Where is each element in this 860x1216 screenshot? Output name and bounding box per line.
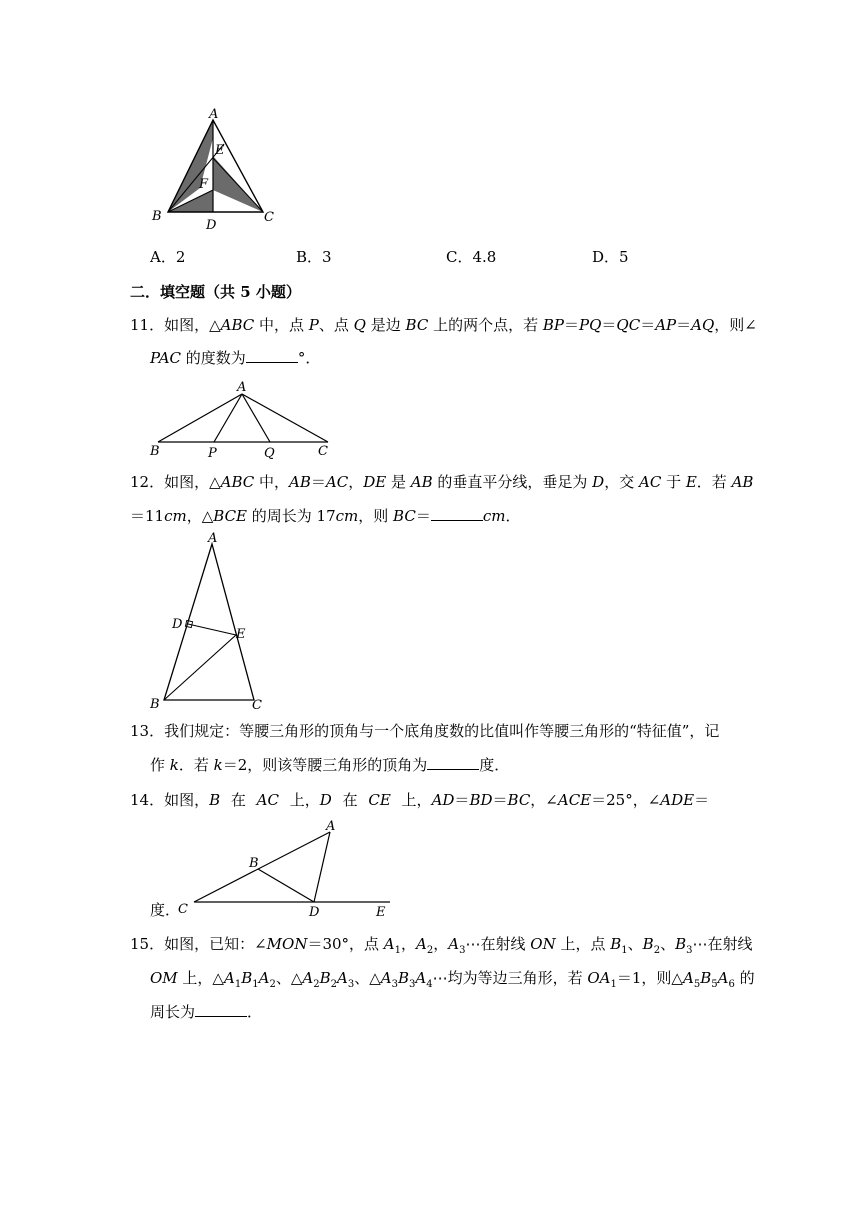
text-fragment: BC <box>507 791 531 809</box>
text-fragment: B <box>642 935 654 953</box>
text-fragment: 、△ <box>275 969 303 987</box>
q10-option-b[interactable]: B．3 <box>296 248 332 266</box>
text-fragment: A <box>336 969 348 987</box>
text-fragment: 、 <box>627 935 643 953</box>
text-fragment: BC <box>405 316 429 334</box>
q11-figure <box>146 378 346 460</box>
text-fragment: A <box>717 969 729 987</box>
text-fragment: 11．如图，△ <box>130 316 221 334</box>
text-fragment: A <box>223 969 235 987</box>
q12-label-d: D <box>172 617 183 632</box>
q10-option-a[interactable]: A．2 <box>150 248 186 266</box>
q12-line2 <box>130 506 520 526</box>
q14-label-c: C <box>178 902 188 917</box>
text-fragment: 的垂直平分线，垂足为 <box>432 473 593 491</box>
q14-label-e: E <box>376 905 386 920</box>
text-fragment: B <box>319 969 331 987</box>
text-fragment: Q <box>353 316 366 334</box>
q14-label-b: B <box>249 856 259 871</box>
text-fragment: AD <box>431 791 455 809</box>
text-fragment: ．若 <box>696 473 732 491</box>
q11-label-p: P <box>208 446 217 460</box>
text-fragment: 上，点 <box>555 935 611 953</box>
text-fragment: ＝ <box>676 316 692 334</box>
q11-line1 <box>130 315 757 335</box>
text-fragment: D <box>592 473 605 491</box>
text-fragment: BC <box>393 507 416 525</box>
text-fragment: 3 <box>459 945 466 956</box>
q10-option-c[interactable]: C．4.8 <box>446 248 497 266</box>
q15-line1 <box>130 934 753 961</box>
q13-answer-blank[interactable] <box>427 755 479 770</box>
text-fragment: E <box>685 473 697 491</box>
text-fragment: 3 <box>391 979 398 990</box>
text-fragment: ON <box>530 935 556 953</box>
text-fragment: 1 <box>252 979 259 990</box>
text-fragment: 3 <box>347 979 355 990</box>
text-fragment: B <box>241 969 253 987</box>
text-fragment: ABC <box>220 316 255 334</box>
text-fragment: 3 <box>686 945 693 956</box>
q14-label-a: A <box>326 819 336 834</box>
text-fragment: P <box>308 316 319 334</box>
text-fragment: ＝ <box>492 791 508 809</box>
text-fragment: ⋯在射线 <box>465 935 531 953</box>
text-fragment: OA <box>587 969 611 987</box>
text-fragment: ＝ <box>415 507 431 525</box>
text-fragment: ，交 <box>604 473 639 491</box>
text-fragment: ， <box>433 935 449 953</box>
text-fragment: PQ <box>579 316 602 334</box>
text-fragment: 1 <box>610 979 617 990</box>
text-fragment: AB <box>410 473 433 491</box>
text-fragment: 2 <box>426 945 434 956</box>
q12-figure <box>146 530 286 712</box>
text-fragment: A <box>302 969 314 987</box>
text-fragment: BCE <box>213 507 247 525</box>
text-fragment: AB <box>289 473 311 491</box>
text-fragment: AC <box>325 473 349 491</box>
text-fragment: B <box>675 935 687 953</box>
text-fragment: ＝25°，∠ <box>591 791 661 809</box>
text-fragment: 3 <box>409 979 416 990</box>
text-fragment: 在 <box>331 791 369 809</box>
q10-label-f: F <box>199 177 209 192</box>
text-fragment: A <box>258 969 270 987</box>
q11-label-q: Q <box>264 446 275 460</box>
q12-label-c: C <box>252 698 262 712</box>
text-fragment: 的 <box>734 969 755 987</box>
text-fragment: 、 <box>660 935 676 953</box>
text-fragment: ＝ <box>640 316 656 334</box>
text-fragment: 在 <box>220 791 257 809</box>
text-fragment: A <box>416 935 427 953</box>
text-fragment: ，∠ <box>530 791 558 809</box>
text-fragment: AP <box>655 316 677 334</box>
text-fragment: ， <box>348 473 364 491</box>
q14-figure <box>168 816 400 920</box>
q12-label-e: E <box>236 627 246 642</box>
q10-option-d[interactable]: D．5 <box>592 248 629 266</box>
text-fragment: ，△ <box>186 507 214 525</box>
text-fragment: 上， <box>390 791 432 809</box>
text-fragment: ＝2，则该等腰三角形的顶角为 <box>222 756 428 774</box>
text-fragment: 2 <box>330 979 337 990</box>
text-fragment: 、△ <box>354 969 381 987</box>
q11-label-c: C <box>318 444 328 459</box>
text-fragment: 4 <box>426 979 433 990</box>
text-fragment: 是 <box>386 473 411 491</box>
text-fragment: 12．如图，△ <box>130 473 221 491</box>
q10-label-d: D <box>206 218 217 233</box>
q10-figure <box>140 108 290 233</box>
text-fragment: 15．如图，已知：∠ <box>130 935 267 953</box>
text-fragment: OM <box>150 969 178 987</box>
text-fragment: ＝ <box>310 473 326 491</box>
text-fragment: BD <box>469 791 493 809</box>
text-fragment: 作 <box>150 756 170 774</box>
text-fragment: ＝ <box>563 316 579 334</box>
text-fragment: ABC <box>220 473 255 491</box>
q10-label-e: E <box>215 143 225 158</box>
q12-label-a: A <box>208 531 218 546</box>
text-fragment: A <box>682 969 694 987</box>
q11-line2 <box>150 348 320 368</box>
text-fragment: 1 <box>621 945 628 956</box>
q15-answer-blank[interactable] <box>195 1002 247 1017</box>
q10-label-b: B <box>152 209 162 224</box>
text-fragment: ， <box>401 935 417 953</box>
text-fragment: ＝ <box>601 316 617 334</box>
text-fragment: cm <box>164 507 187 525</box>
q11-answer-blank[interactable] <box>246 348 298 363</box>
text-fragment: ⋯均为等边三角形，若 <box>432 969 588 987</box>
text-fragment: B <box>610 935 622 953</box>
text-fragment: AB <box>731 473 754 491</box>
text-fragment: A <box>380 969 392 987</box>
text-fragment: ＝30°，点 <box>307 935 384 953</box>
text-fragment: 2 <box>653 945 661 956</box>
q15-line2 <box>150 968 755 995</box>
q10-label-c: C <box>264 210 274 225</box>
text-fragment: cm <box>335 507 359 525</box>
text-fragment: A <box>415 969 427 987</box>
text-fragment: MON <box>266 935 308 953</box>
text-fragment: QC <box>616 316 641 334</box>
text-fragment: 中，点 <box>254 316 309 334</box>
text-fragment: 、点 <box>318 316 354 334</box>
text-fragment: 度． <box>479 756 510 774</box>
text-fragment: 2 <box>313 979 320 990</box>
text-fragment: °． <box>297 349 321 367</box>
text-fragment: ACE <box>557 791 592 809</box>
text-fragment: D <box>319 791 332 809</box>
text-fragment: PAC <box>150 349 182 367</box>
text-fragment: B <box>209 791 221 809</box>
text-fragment: 1 <box>234 979 242 990</box>
text-fragment: 1 <box>394 945 402 956</box>
text-fragment: 上， <box>278 791 320 809</box>
q14-line1 <box>130 790 709 810</box>
text-fragment: 的度数为 <box>181 349 246 367</box>
text-fragment: ＝1，则△ <box>616 969 683 987</box>
text-fragment: DE <box>363 473 387 491</box>
text-fragment: 14．如图， <box>130 791 210 809</box>
text-fragment: k <box>213 756 223 774</box>
q11-label-b: B <box>150 444 160 459</box>
text-fragment: 5 <box>693 979 701 990</box>
text-fragment: 2 <box>269 979 276 990</box>
q12-label-b: B <box>150 697 160 712</box>
text-fragment: ． <box>247 1003 263 1021</box>
q12-answer-blank[interactable] <box>431 506 483 521</box>
q13-line1: 13．我们规定：等腰三角形的顶角与一个底角度数的比值叫作等腰三角形的“特征值”，记 <box>130 722 720 740</box>
q15-line3 <box>150 1002 262 1022</box>
text-fragment: 上的两个点，若 <box>428 316 543 334</box>
text-fragment: AC <box>256 791 279 809</box>
text-fragment: 于 <box>661 473 686 491</box>
text-fragment: ⋯在射线 <box>692 935 753 953</box>
text-fragment: 周长为 <box>150 1003 196 1021</box>
text-fragment: B <box>700 969 712 987</box>
text-fragment: cm <box>482 507 506 525</box>
text-fragment: 5 <box>711 979 718 990</box>
text-fragment: ．若 <box>178 756 214 774</box>
text-fragment: ＝11 <box>130 507 165 525</box>
text-fragment: ，则∠ <box>714 316 757 334</box>
text-fragment: k <box>169 756 179 774</box>
text-fragment: ． <box>505 507 521 525</box>
text-fragment: ＝ <box>454 791 470 809</box>
text-fragment: ，则 <box>358 507 394 525</box>
text-fragment: A <box>383 935 395 953</box>
text-fragment: B <box>397 969 409 987</box>
text-fragment: 的周长为 17 <box>247 507 336 525</box>
text-fragment: 是边 <box>365 316 406 334</box>
q10-label-a: A <box>209 108 219 122</box>
q14-line2: 度． <box>150 901 181 919</box>
text-fragment: 6 <box>728 979 735 990</box>
text-fragment: CE <box>368 791 391 809</box>
text-fragment: 上，△ <box>177 969 224 987</box>
q14-label-d: D <box>309 905 320 920</box>
q13-line2 <box>150 755 509 775</box>
text-fragment: ＝ <box>694 791 710 809</box>
q12-line1 <box>130 472 753 492</box>
text-fragment: 中， <box>254 473 290 491</box>
q11-label-a: A <box>237 380 247 395</box>
text-fragment: ADE <box>660 791 695 809</box>
text-fragment: AC <box>638 473 662 491</box>
text-fragment: A <box>448 935 460 953</box>
section-title: 二．填空题（共 5 小题） <box>130 283 301 301</box>
text-fragment: BP <box>542 316 564 334</box>
text-fragment: AQ <box>691 316 715 334</box>
